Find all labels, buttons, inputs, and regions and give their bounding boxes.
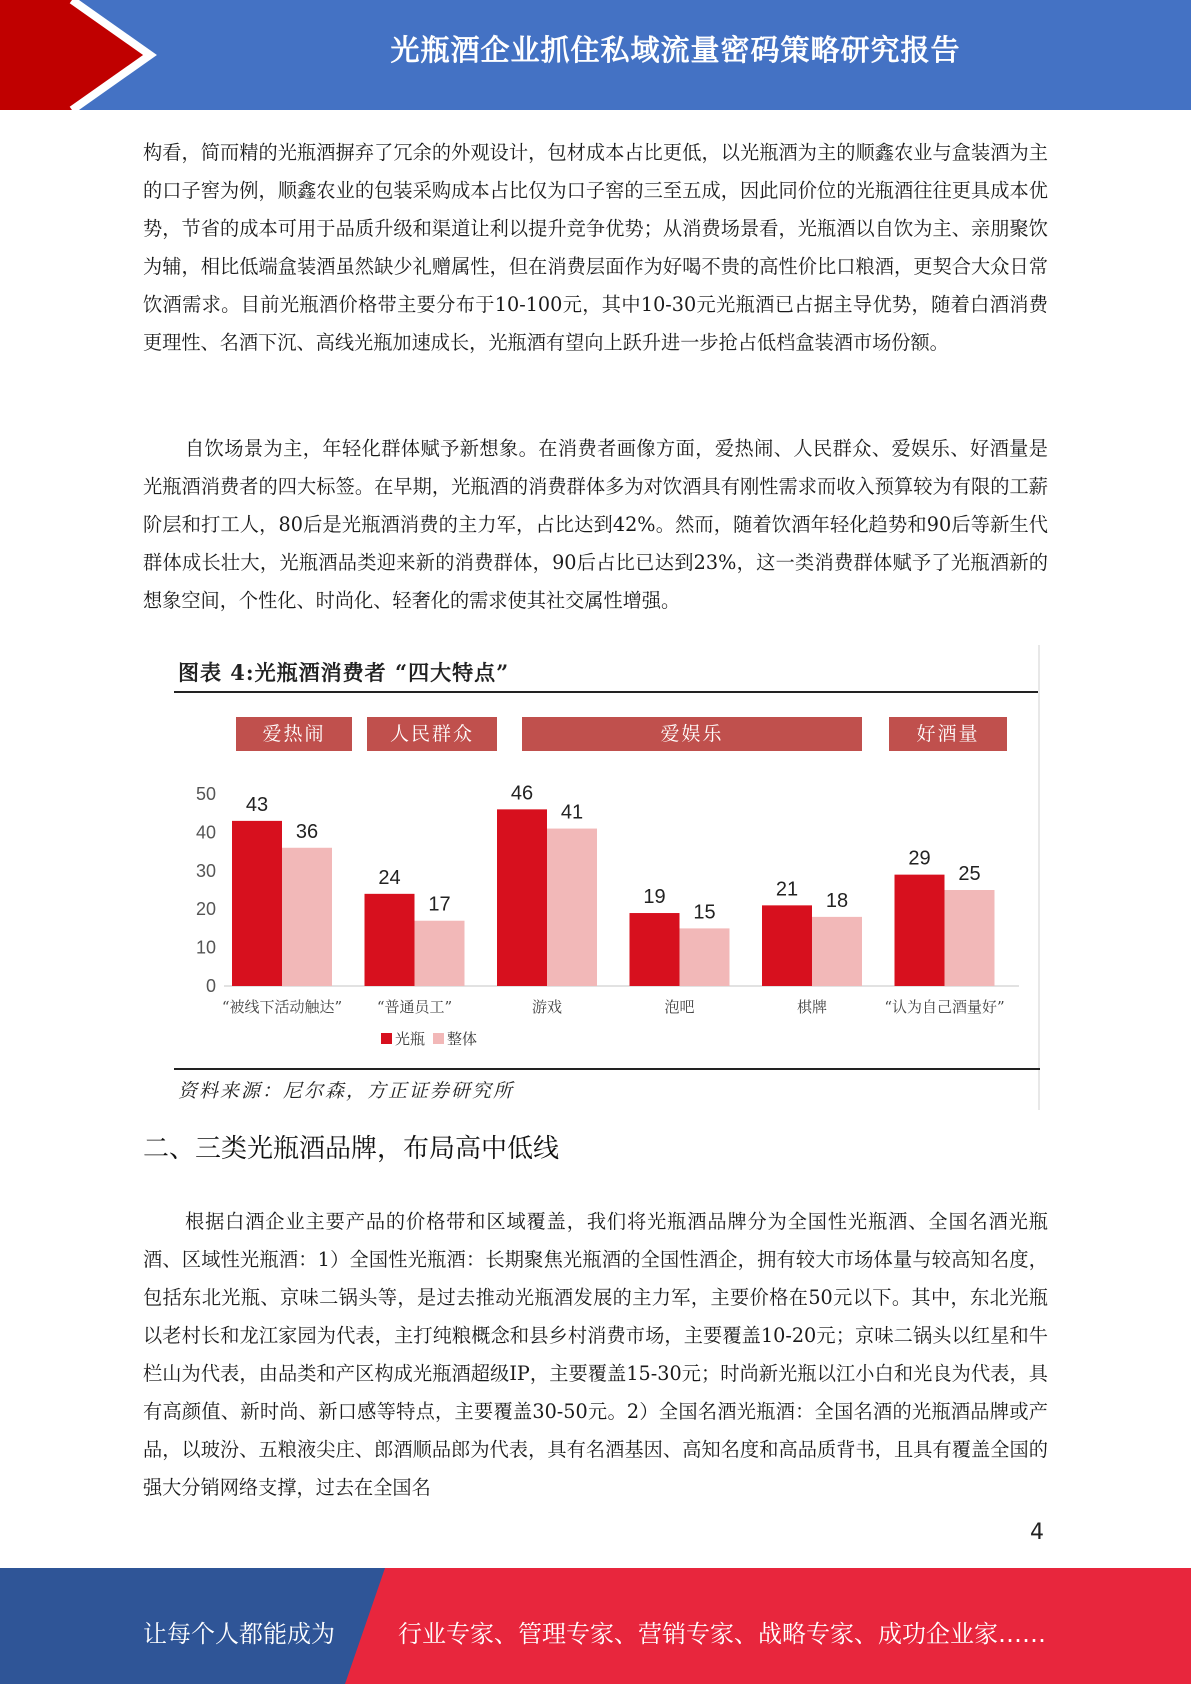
y-tick-label: 40: [195, 822, 216, 843]
figure-title: 图表 4:光瓶酒消费者 “四大特点”: [178, 660, 510, 685]
y-tick-label: 50: [195, 784, 216, 804]
bar-guangping: [232, 821, 282, 986]
figure-consumer-traits: [174, 645, 1042, 1110]
page-number: 4: [1030, 1520, 1044, 1545]
legend-item-guangping: [381, 1028, 425, 1049]
body-paragraph-2: 自饮场景为主，年轻化群体赋予新想象。在消费者画像方面，爱热闹、人民群众、爱娱乐、好酒量是光瓶酒消费者的四大标签。在早期，光瓶酒的消费群体多为对饮酒具有刚性需求而收入预算较为有限的工薪阶层和打工人，80后是光瓶酒消费的主力军，占比达到42%。然而，随着饮酒年轻化趋势和90后等新生代群体成长壮大，光瓶酒品类迎来新的消费群体，90后占比已达到23%，这一类消费群体赋予了光瓶酒新的想象空间，个性化、时尚化、轻奢化的需求使其社交属性增强。: [143, 437, 1048, 612]
chevron-decoration-icon: [0, 0, 160, 110]
page-header: [0, 0, 1191, 110]
body-paragraph-3: 根据白酒企业主要产品的价格带和区域覆盖，我们将光瓶酒品牌分为全国性光瓶酒、全国名酒光瓶酒、区域性光瓶酒：1）全国性光瓶酒：长期聚焦光瓶酒的全国性酒企，拥有较大市场体量与较高知名度，包括东北光瓶、京味二锅头等，是过去推动光瓶酒发展的主力军，主要价格在50元以下。其中，东北光瓶以老村长和龙江家园为代表，主打纯粮概念和县乡村消费市场，主要覆盖10-20元；京味二锅头以红星和牛栏山为代表，由品类和产区构成光瓶酒超级IP，主要覆盖15-30元；时尚新光瓶以江小白和光良为代表，具有高颜值、新时尚、新口感等特点，主要覆盖30-50元。2）全国名酒光瓶酒：全国名酒的光瓶酒品牌或产品，以玻汾、五粮液尖庄、郎酒顺品郎为代表，具有名酒基因、高知名度和高品质背书，且具有覆盖全国的强大分销网络支撑，过去在全国名: [143, 1210, 1048, 1499]
x-category-label: 游戏: [531, 998, 563, 1016]
tag-ai-re-nao: 爱热闹: [236, 717, 352, 751]
bar-value-label: 18: [825, 889, 849, 912]
tag-ai-yu-le: 爱娱乐: [522, 717, 862, 751]
y-tick-label: 20: [195, 899, 216, 920]
bar-value-label: 46: [510, 782, 534, 805]
footer-slogan-right: 行业专家、管理专家、营销专家、战略专家、成功企业家……: [398, 1620, 1046, 1648]
tag-ren-min-qun-zhong: 人民群众: [367, 717, 497, 751]
x-category-label: “被线下活动触达”: [221, 998, 343, 1016]
legend-swatch-zhengti: [433, 1033, 444, 1044]
bar-value-label: 21: [775, 878, 799, 901]
bar-value-label: 41: [560, 801, 584, 824]
bar-value-label: 25: [958, 863, 981, 885]
bar-zhengti: [680, 928, 730, 986]
bar-guangping: [895, 875, 945, 986]
bar-value-label: 29: [908, 847, 931, 870]
figure-source: 资料来源：尼尔森，方正证券研究所: [178, 1080, 515, 1102]
bar-guangping: [497, 809, 547, 986]
x-category-label: “普通员工”: [376, 998, 453, 1016]
x-category-label: 棋牌: [796, 998, 828, 1016]
legend-item-zhengti: [433, 1028, 477, 1049]
legend-label-zhengti: 整体: [447, 1030, 478, 1048]
bar-value-label: 36: [295, 820, 319, 843]
bar-zhengti: [547, 829, 597, 986]
bar-value-label: 15: [693, 901, 716, 924]
bar-zhengti: [282, 848, 332, 986]
bar-zhengti: [812, 917, 862, 986]
x-category-label: “认为自己酒量好”: [884, 998, 1005, 1016]
bar-zhengti: [415, 921, 465, 986]
bar-guangping: [365, 894, 415, 986]
bar-zhengti: [945, 890, 995, 986]
body-paragraph-1: 构看，简而精的光瓶酒摒弃了冗余的外观设计，包材成本占比更低，以光瓶酒为主的顺鑫农业与盒装酒为主的口子窖为例，顺鑫农业的包装采购成本占比仅为口子窖的三至五成，因此同价位的光瓶酒往往更具成本优势，节省的成本可用于品质升级和渠道让利以提升竞争优势；从消费场景看，光瓶酒以自饮为主、亲朋聚饮为辅，相比低端盒装酒虽然缺少礼赠属性，但在消费层面作为好喝不贵的高性价比口粮酒，更契合大众日常饮酒需求。目前光瓶酒价格带主要分布于10-100元，其中10-30元光瓶酒已占据主导优势，随着白酒消费更理性、名酒下沉、高线光瓶加速成长，光瓶酒有望向上跃升进一步抢占低档盒装酒市场份额。: [143, 141, 1048, 354]
y-tick-label: 10: [195, 937, 216, 958]
section-heading: 二、三类光瓶酒品牌，布局高中低线: [143, 1134, 560, 1164]
report-title: 光瓶酒企业抓住私域流量密码策略研究报告: [390, 33, 961, 67]
bar-chart: [174, 645, 1040, 1065]
legend-label-guangping: 光瓶: [395, 1030, 426, 1048]
footer-slogan-left: 让每个人都能成为: [143, 1620, 335, 1648]
y-tick-label: 0: [205, 976, 216, 996]
bar-value-label: 17: [428, 893, 451, 916]
figure-bottom-rule: [174, 1068, 1040, 1070]
x-category-label: 泡吧: [664, 998, 695, 1016]
legend-swatch-guangping: [381, 1033, 392, 1044]
bar-value-label: 43: [245, 793, 269, 816]
bar-value-label: 19: [643, 886, 666, 909]
bar-guangping: [630, 913, 680, 986]
tag-hao-jiu-liang: 好酒量: [889, 717, 1007, 751]
bar-guangping: [762, 905, 812, 986]
bar-value-label: 24: [378, 866, 401, 889]
page-footer: [0, 1568, 1191, 1684]
y-tick-label: 30: [195, 860, 216, 881]
chart-legend: [381, 1028, 481, 1049]
